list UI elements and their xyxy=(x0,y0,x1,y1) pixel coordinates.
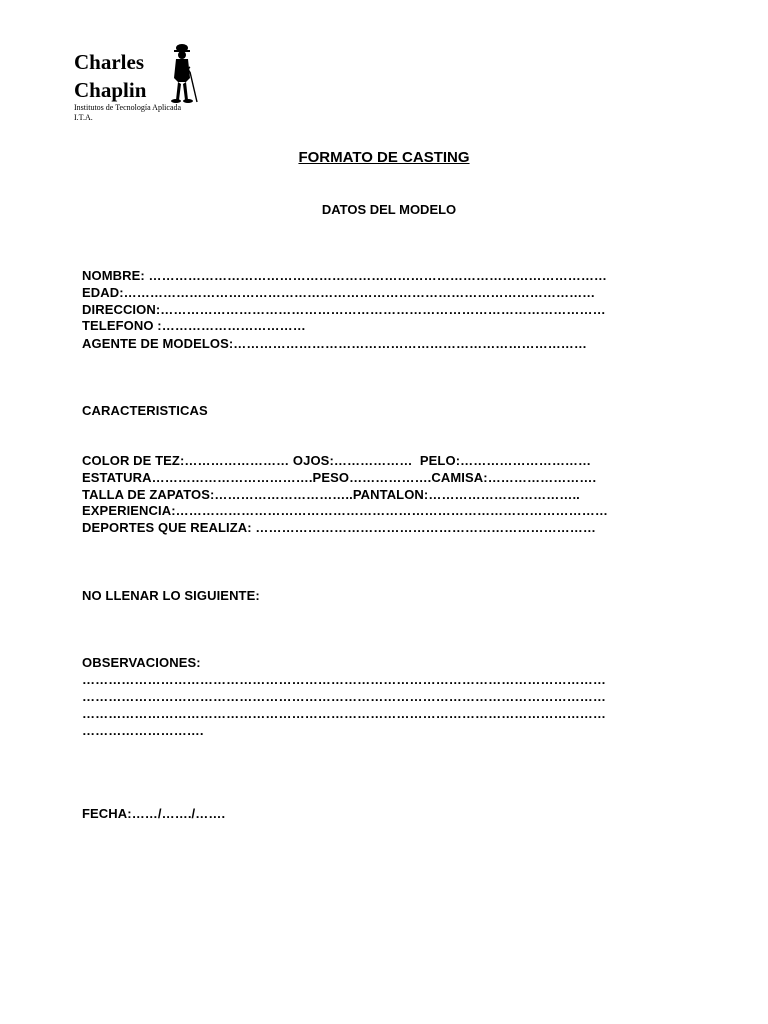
logo-name-line1: Charles xyxy=(74,50,144,74)
logo-institution: Institutos de Tecnología Aplicada xyxy=(74,103,182,112)
observations-line: ………………………………………………………………………………………………………… xyxy=(82,689,606,704)
field-edad: EDAD:……………………………………………………………………………………………… xyxy=(82,285,596,300)
field-experiencia: EXPERIENCIA:……………………………………………………………………………………… xyxy=(82,503,608,518)
logo xyxy=(74,50,204,130)
chaplin-figure-icon xyxy=(170,42,200,106)
observations-line: ………………………. xyxy=(82,723,204,738)
document-title: FORMATO DE CASTING xyxy=(298,149,470,166)
field-agente: AGENTE DE MODELOS:……………………………………………………………………… xyxy=(82,336,588,351)
field-deportes: DEPORTES QUE REALIZA: …………………………………………………………………… xyxy=(82,520,596,535)
field-direccion: DIRECCION:………………………………………………………………………………………… xyxy=(82,302,606,317)
logo-abbreviation: I.T.A. xyxy=(74,113,93,122)
section-subtitle: DATOS DEL MODELO xyxy=(321,202,457,217)
field-color-ojos-pelo: COLOR DE TEZ:…………………… OJOS:……………… PELO:………………………… xyxy=(82,453,592,468)
observations-line: ………………………………………………………………………………………………………… xyxy=(82,706,606,721)
characteristics-heading: CARACTERISTICAS xyxy=(82,403,208,418)
field-zapatos-pantalon: TALLA DE ZAPATOS:…………………………..PANTALON:…………………………….. xyxy=(82,487,580,502)
field-nombre: NOMBRE: …………………………………………………………………………………………… xyxy=(82,268,608,283)
observations-heading: OBSERVACIONES: xyxy=(82,655,201,670)
field-fecha: FECHA:……/……./……. xyxy=(82,806,226,821)
field-estatura-peso-camisa: ESTATURA……………………………….PESO……………….CAMISA:……………………. xyxy=(82,470,597,485)
field-telefono: TELEFONO :…………………………… xyxy=(82,318,306,333)
observations-line: ………………………………………………………………………………………………………… xyxy=(82,672,606,687)
logo-name-line2: Chaplin xyxy=(74,78,147,102)
no-fill-heading: NO LLENAR LO SIGUIENTE: xyxy=(82,588,260,603)
